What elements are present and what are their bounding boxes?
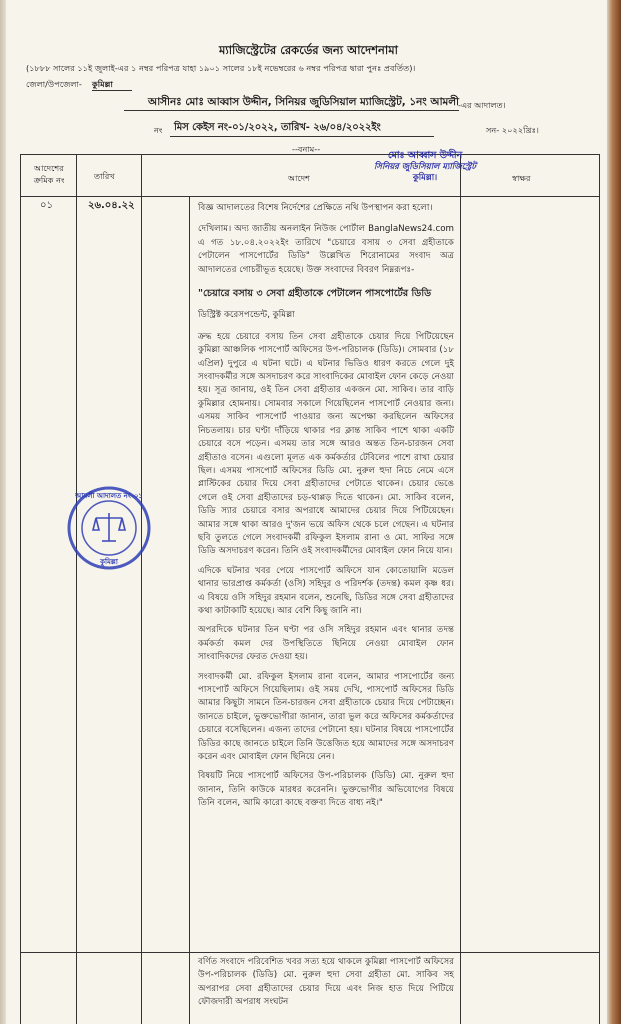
news-paragraph-4: সংবাদকর্মী মো. রফিকুল ইসলাম রানা বলেন, আমার পাসপোর্টের জন্য পাসপোর্ট অফিসে গিয়েছিলাম। ওই সময় দেখি, পাসপোর্ট অফিসের ডিডি আমার কিছুটা সামনে তিন-চারজন সেবা গ্রহীতাকে চেয়ার দিয়ে পেটাচ্ছেন। জানতে চাইলে, ভুক্তভোগীরা জানান, তারা ভুল করে অফিসের কর্মকর্তাদের চেয়ারে বসেছিলেন। এজন্য তাদের পেটানো হয়। ঘটনার বিষয়ে পাসপোর্টের ডিডির কাছে জানতে চাইলে তিনি উত্তেজিত হয়ে আমাদের সঙ্গে অসদাচরণ করেন এবং মোবাইল ফোন ছিনিয়ে নেন। [198,671,454,763]
news-paragraph-3: অপরদিকে ঘটনার তিন ঘণ্টা পর ওসি সহিদুর রহমান এবং থানার তদন্ত কর্মকর্তা কমল দের উপস্থিতিতে ছিনিয়ে নেওয়া মোবাইল ফোন সাংবাদিকদের ফেরত দেওয়া হয়। [198,625,454,663]
year-label: সন- ২০২২খ্রিঃ। [486,125,539,135]
news-paragraph-1: ক্রদ্ধ হয়ে চেয়ারে বসায় তিন সেবা গ্রহীতাকে চেয়ার দিয়ে পিটিয়েছেন কুমিল্লা আঞ্চলিক পাসপোর্ট অফিসের উপ-পরিচালক (ডিডি)। সোমবার (১৮ এপ্রিল) দুপুরে এ ঘটনা ঘটে। এ ঘটনার ভিডিও ধারণ করতে গেলে দুই সংবাদকর্মীর সঙ্গে অসদাচরণ করে সাংবাদিকের মোবাইল ফোন কেড়ে নেওয়া হয়। সূত্র জানায়, ওই তিন সেবা গ্রহীতার একজন মো. সাকিব। তার বাড়ি কুমিল্লার হোমনায়। সোমবার সকালে গিয়েছিলেন পাসপোর্ট নেওয়ার জন্য। এসময় সাকিব পাসপোর্ট পাওয়ার জন্য অপেক্ষা করছিলেন অফিসের নিচতলায়। চার ঘণ্টা দাঁড়িয়ে থাকার পর ক্লান্ত সাকিব পাশে থাকা একটি চেয়ারে বসে পড়েন। এসময় তার সঙ্গে আরও অন্তত তিন-চারজন সেবা গ্রহীতাও বসেন। এগুলো মূলত এক কর্মকর্তার টেবিলের পাশে রাখা চেয়ার ছিল। এসময় পাসপোর্ট অফিসের ডিডি মো. নুরুল হুদা নিচে নেমে এসে প্লাস্টিকের চেয়ার দিয়ে সেবা গ্রহীতাদের পেটাতে থাকেন। চেয়ার ভেঙে গেলে ওই সেবা গ্রহীতাদের চড়-থাপ্পড় দিতে থাকেন। মো. সাকিব বলেন, ডিডি স্যার চেয়ারে বসার অপরাধে আমাদের চেয়ার দিয়ে পিটিয়েছেন। আমার সঙ্গে থাকা আরও দু'জন ভয়ে অফিস থেকে চলে গেছেন। এ ঘটনার ছবি তুলতে গেলে সংবাদকর্মী রফিকুল ইসলাম রানা ও মো. সাফির সঙ্গে ডিডি অসদাচরণ করেন। তিনি ওই সংবাদকর্মীদের মোবাইল ফোন নিয়ে যান। [198,331,454,557]
news-headline: "চেয়ারে বসায় ৩ সেবা গ্রহীতাকে পেটালেন পাসপোর্টের ডিডি [198,288,432,300]
stamp-text-top: আমলী আদালত নং-০১ [75,492,143,500]
stamp-text-bottom: কুমিল্লা [100,558,118,566]
scales-of-justice-icon [93,513,125,541]
column-header-order: আদেশ [288,173,310,183]
court-underline [124,110,459,111]
col-divider-3 [460,154,461,1024]
case-underline [170,136,434,137]
desk-edge-right [607,0,621,1024]
signature-line-place: কুমিল্লা। [412,172,438,182]
inner-margin-line [189,196,190,1024]
court-value: আসীনঃ মোঃ আব্বাস উদ্দীন, সিনিয়র জুডিসিয়াল ম্যাজিস্ট্রেট, ১নং আমলী [148,96,459,108]
row-order-no: ০১ [40,200,53,211]
court-suffix: -এর আদালত। [458,100,506,110]
table-top-border [20,154,600,155]
district-value: কুমিল্লা [92,79,113,89]
document-title: ম্যাজিস্ট্রেটের রেকর্ডের জন্য আদেশনামা [219,43,398,57]
court-seal-stamp [66,485,152,571]
order-intro-1: বিজ্ঞ আদালতের বিশেষ নির্দেশের প্রেক্ষিতে নথি উপস্থাপন করা হলো। [198,203,433,213]
versus-label: --বনাম-- [292,144,321,154]
document-page [6,0,607,1024]
column-header-signature: স্বাক্ষর [512,173,531,183]
magistrate-signature-block [360,150,490,183]
order-body [198,202,454,817]
column-header-date: তারিখ [94,171,115,181]
signature-line-title: সিনিয়র জুডিসিয়াল ম্যাজিস্ট্রেট [374,161,476,171]
col-divider-2 [141,154,142,1024]
news-paragraph-2: এদিকে ঘটনার খবর পেয়ে পাসপোর্ট অফিসে যান কোতোয়ালি মডেল থানার ভারপ্রাপ্ত কর্মকর্তা (ওসি) সহিদুর ও পরিদর্শক (তদন্ত) কমল কৃষ্ণ ধর। এ বিষয়ে ওসি সহিদুর রহমান বলেন, শুনেছি, ডিডির সঙ্গে সেবা গ্রহীতাদের কথা কাটাকাটি হয়েছে। আর বেশি কিছু জানি না। [198,565,454,616]
col-divider-1 [76,154,77,1024]
conclusion-paragraph: বর্ণিত সংবাদে পরিবেশিত খবর সত্য হয়ে থাকলে কুমিল্লা পাসপোর্ট অফিসের উপ-পরিচালক (ডিডি) মো. নুরুল হুদা সেবা গ্রহীতা মো. সাকিব সহ অপরাপর সেবা গ্রহীতাদের চেয়ার দিয়ে এবং নিজ হাত দিয়ে পিটিয়ে ফৌজদারী অপরাধ সংঘটন [198,957,454,1008]
order-intro-2: দেখিলাম। অদ্য জাতীয় অনলাইন নিউজ পোর্টাল BanglaNews24.com এ গত ১৮.০৪.২০২২ইং তারিখে "চেয়ারে বসায় ৩ সেবা গ্রহীতাকে পেটালেন পাসপোর্টের ডিডি" উল্লেখিত শিরোনামের সংবাদ অত্র আদালতের গোচরীভূত হয়েছে। উক্ত সংবাদের বিবরণ নিম্নরূপঃ- [198,224,454,275]
district-label: জেলা/উপজেলা- [26,79,82,89]
district-underline [92,90,132,91]
case-prefix: নং [154,125,163,135]
case-number: মিস কেইস নং-০১/২০২২, তারিখ- ২৬/০৪/২০২২ইং [174,122,381,133]
table-left-border [20,154,21,1024]
table-bottom-line [20,952,600,953]
news-paragraph-5: বিষয়টি নিয়ে পাসপোর্ট অফিসের উপ-পরিচালক (ডিডি) মো. নুরুল হুদা জানান, তিনি কাউকে মারধর করেননি। ভুক্তভোগীর অভিযোগের বিষয়ে তিনি বলেন, আমি কারো কাছে বক্তব্য দিতে বাধ্য নই।" [198,771,454,809]
table-header-border [20,196,600,197]
document-subtitle: (১৮৮৮ সালের ১১ই জুলাই-এর ১ নম্বর পরিপত্র যাহা ১৯০১ সালের ১৮ই নভেম্বরের ৬ নম্বর পরিপত্র দ্বারা পুনঃ প্রবর্তিত)। [26,63,416,73]
signature-line-name: মোঃ আব্বাস উদ্দীন [387,150,463,161]
news-correspondent: ডিস্ট্রিক্ট করেসপন্ডেন্ট, কুমিল্লা [198,310,295,321]
order-conclusion [198,956,454,1022]
table-right-border [599,154,600,1024]
row-date: ২৬.০৪.২২ [88,200,135,211]
column-header-order-no: আদেশের ক্রমিক নং [34,163,65,185]
